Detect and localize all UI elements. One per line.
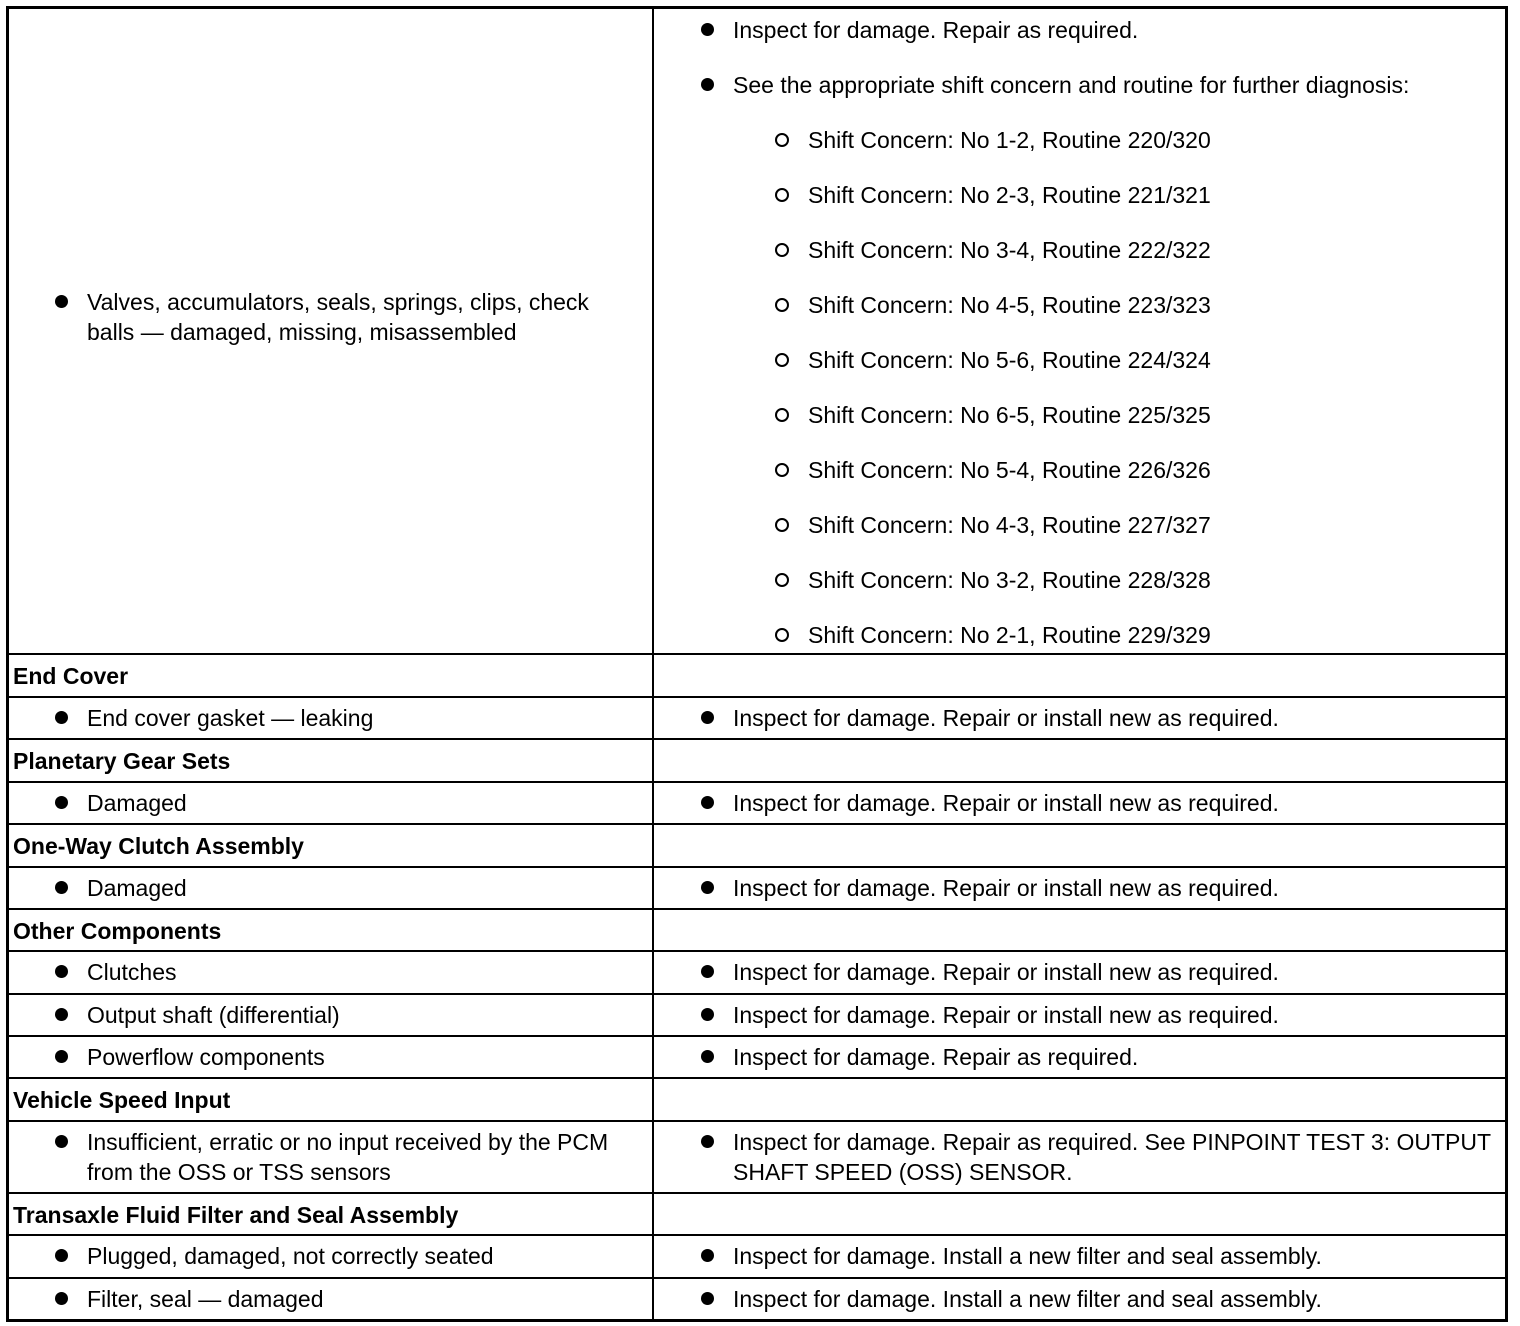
circle-bullet-icon <box>775 408 789 422</box>
shift-concern-item: Shift Concern: No 1-2, Routine 220/320 <box>808 125 1211 155</box>
shift-concern-item: Shift Concern: No 3-2, Routine 228/328 <box>808 565 1211 595</box>
table-row <box>9 868 1505 910</box>
bullet-icon <box>55 295 68 308</box>
bullet-icon <box>55 881 68 894</box>
list-item: Damaged <box>87 873 187 903</box>
section-title: Transaxle Fluid Filter and Seal Assembly <box>13 1202 459 1228</box>
circle-bullet-icon <box>775 188 789 202</box>
cause-text: Valves, accumulators, seals, springs, clips, check balls — damaged, missing, misassembled <box>87 289 589 345</box>
action-text: Inspect for damage. Repair as required. <box>733 17 1139 43</box>
list-item: Filter, seal — damaged <box>87 1284 324 1314</box>
list-item <box>87 287 607 347</box>
table-row <box>9 698 1505 740</box>
section-header-row <box>9 825 1505 868</box>
table-row <box>9 995 1505 1037</box>
circle-bullet-icon <box>775 628 789 642</box>
table-row <box>9 9 1505 655</box>
circle-bullet-icon <box>775 298 789 312</box>
section-header-row <box>9 1194 1505 1236</box>
shift-concern-item: Shift Concern: No 2-1, Routine 229/329 <box>808 620 1211 650</box>
section-title: One-Way Clutch Assembly <box>13 833 304 859</box>
bullet-icon <box>701 78 714 91</box>
bullet-icon <box>55 1050 68 1063</box>
list-item: Inspect for damage. Repair as required. See PINPOINT TEST 3: OUTPUT SHAFT SPEED (OSS) SENSOR. <box>733 1127 1493 1187</box>
table-row <box>9 1037 1505 1079</box>
bullet-icon <box>55 1135 68 1148</box>
bullet-icon <box>701 965 714 978</box>
bullet-icon <box>701 1292 714 1305</box>
list-item: Powerflow components <box>87 1042 325 1072</box>
circle-bullet-icon <box>775 573 789 587</box>
shift-concern-item: Shift Concern: No 4-5, Routine 223/323 <box>808 290 1211 320</box>
bullet-icon <box>701 881 714 894</box>
shift-concern-item: Shift Concern: No 4-3, Routine 227/327 <box>808 510 1211 540</box>
bullet-icon <box>701 796 714 809</box>
section-header-row <box>9 1079 1505 1122</box>
bullet-icon <box>55 1292 68 1305</box>
list-item: Inspect for damage. Repair or install new as required. <box>733 957 1279 987</box>
list-item: End cover gasket — leaking <box>87 703 373 733</box>
shift-concern-item: Shift Concern: No 5-6, Routine 224/324 <box>808 345 1211 375</box>
shift-concern-item: Shift Concern: No 6-5, Routine 225/325 <box>808 400 1211 430</box>
shift-concern-item: Shift Concern: No 3-4, Routine 222/322 <box>808 235 1211 265</box>
bullet-icon <box>701 1050 714 1063</box>
circle-bullet-icon <box>775 463 789 477</box>
cause-cell <box>9 9 654 653</box>
list-item: Inspect for damage. Repair as required. <box>733 1042 1138 1072</box>
list-item <box>733 70 1409 100</box>
list-item: Inspect for damage. Install a new filter and seal assembly. <box>733 1241 1322 1271</box>
section-title: Other Components <box>13 918 222 944</box>
bullet-icon <box>701 1249 714 1262</box>
bullet-icon <box>55 965 68 978</box>
action-text: See the appropriate shift concern and routine for further diagnosis: <box>733 72 1410 98</box>
bullet-icon <box>701 23 714 36</box>
action-cell <box>654 9 1505 653</box>
list-item: Inspect for damage. Repair or install new as required. <box>733 873 1279 903</box>
section-title: End Cover <box>13 663 129 689</box>
shift-concern-item: Shift Concern: No 5-4, Routine 226/326 <box>808 455 1211 485</box>
list-item: Insufficient, erratic or no input received by the PCM from the OSS or TSS sensors <box>87 1127 627 1187</box>
list-item: Inspect for damage. Repair or install new as required. <box>733 1000 1279 1030</box>
bullet-icon <box>701 1135 714 1148</box>
list-item: Plugged, damaged, not correctly seated <box>87 1241 494 1271</box>
bullet-icon <box>55 1249 68 1262</box>
section-header-row <box>9 740 1505 783</box>
table-row <box>9 1279 1505 1319</box>
table-row <box>9 952 1505 995</box>
circle-bullet-icon <box>775 243 789 257</box>
list-item: Inspect for damage. Repair or install new as required. <box>733 703 1279 733</box>
list-item <box>733 15 1138 45</box>
table-row <box>9 783 1505 825</box>
list-item: Inspect for damage. Install a new filter and seal assembly. <box>733 1284 1322 1314</box>
section-header-row <box>9 910 1505 952</box>
list-item: Output shaft (differential) <box>87 1000 340 1030</box>
list-item: Damaged <box>87 788 187 818</box>
table-row <box>9 1122 1505 1194</box>
bullet-icon <box>55 1008 68 1021</box>
diagnosis-table <box>6 6 1508 1322</box>
section-title: Vehicle Speed Input <box>13 1087 231 1113</box>
shift-concern-item: Shift Concern: No 2-3, Routine 221/321 <box>808 180 1211 210</box>
list-item: Inspect for damage. Repair or install new as required. <box>733 788 1279 818</box>
section-title: Planetary Gear Sets <box>13 748 231 774</box>
bullet-icon <box>701 1008 714 1021</box>
section-header-row <box>9 655 1505 698</box>
bullet-icon <box>55 711 68 724</box>
bullet-icon <box>55 796 68 809</box>
circle-bullet-icon <box>775 133 789 147</box>
circle-bullet-icon <box>775 518 789 532</box>
bullet-icon <box>701 711 714 724</box>
table-row <box>9 1236 1505 1279</box>
circle-bullet-icon <box>775 353 789 367</box>
list-item: Clutches <box>87 957 176 987</box>
